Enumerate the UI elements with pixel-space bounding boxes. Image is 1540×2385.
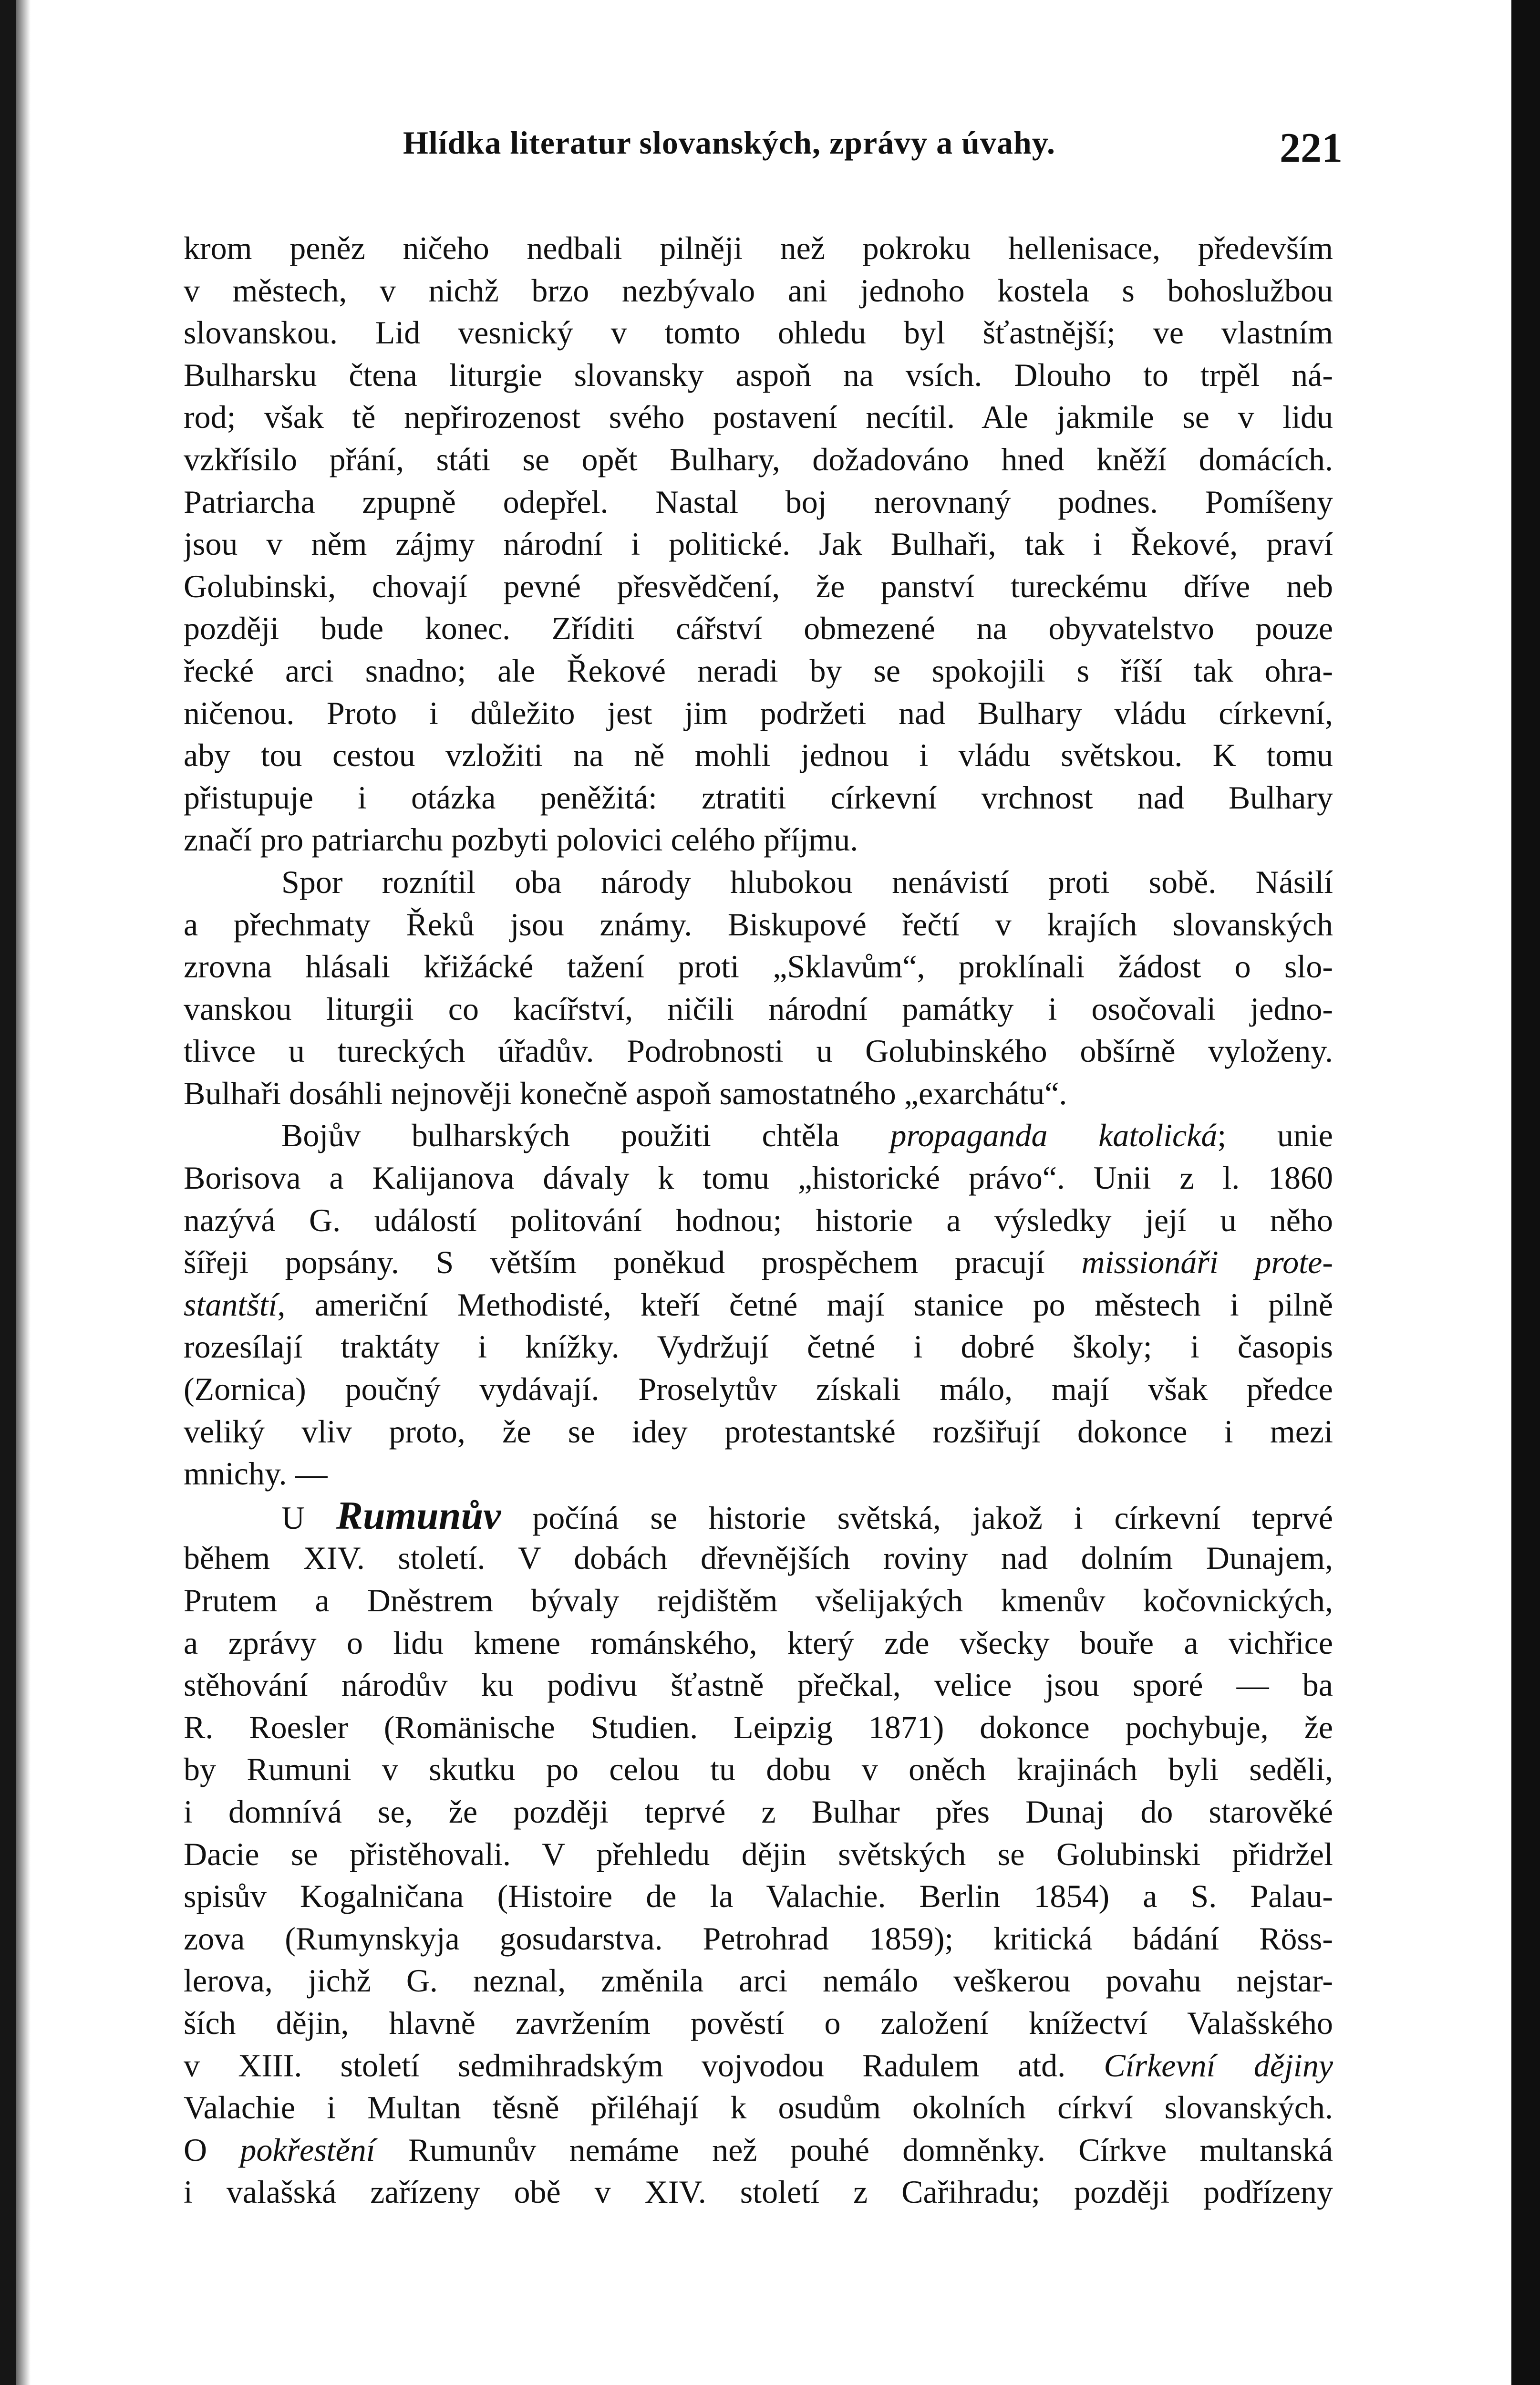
text-fragment: O — [184, 2131, 240, 2168]
text-line: nazývá G. událostí politování hodnou; historie a výsledky její u něho — [184, 1202, 1333, 1238]
text-line: ničenou. Proto i důležito jest jim podržeti nad Bulhary vládu církevní, — [184, 695, 1333, 731]
text-line: Dacie se přistěhovali. V přehledu dějin světských se Golubinski přidržel — [184, 1835, 1333, 1872]
scan-edge-right — [1511, 0, 1540, 2385]
text-line: během XIV. století. V dobách dřevnějších roviny nad dolním Dunajem, — [184, 1540, 1333, 1576]
text-line-with-italic — [184, 1495, 1333, 1537]
text-line-with-italic — [184, 1284, 1333, 1326]
text-line: Prutem a Dněstrem bývaly rejdištěm všelijakých kmenův kočovnických, — [184, 1582, 1333, 1618]
text-line: tlivce u tureckých úřadův. Podrobnosti u Golubinského obšírně vyloženy. — [184, 1033, 1333, 1069]
text-line: Borisova a Kalijanova dávaly k tomu „historické právo“. Unii z l. 1860 — [184, 1160, 1333, 1196]
text-fragment: v XIII. století sedmihradským vojvodou Radulem atd. — [184, 2047, 1104, 2084]
text-line: krom peněz ničeho nedbali pilněji než pokroku hellenisace, především — [184, 230, 1333, 266]
text-fragment: počíná se historie světská, jakož i církevní teprvé — [501, 1499, 1333, 1536]
text-line: mnichy. — — [184, 1455, 328, 1492]
text-line: značí pro patriarchu pozbyti polovici celého příjmu. — [184, 821, 858, 858]
italic-phrase: stantští — [184, 1286, 278, 1323]
text-line: vzkřísilo přání, státi se opět Bulhary, dožadováno hned kněží domácích. — [184, 441, 1333, 477]
running-title: Hlídka literatur slovanských, zprávy a úvahy. — [403, 124, 1056, 161]
text-line: Spor roznítil oba národy hlubokou nenávistí proti sobě. Násilí — [281, 863, 1333, 900]
body-text — [184, 227, 1333, 2213]
text-line-with-italic — [184, 2129, 1333, 2171]
text-line: přistupuje i otázka peněžitá: ztratiti církevní vrchnost nad Bulhary — [184, 779, 1333, 816]
text-fragment: Rumunův nemáme než pouhé domněnky. Církve multanská — [375, 2131, 1333, 2168]
text-fragment: U — [281, 1499, 336, 1536]
text-line: aby tou cestou vzložiti na ně mohli jednou i vládu světskou. K tomu — [184, 737, 1333, 774]
text-line: Bulharsku čtena liturgie slovansky aspoň na vsích. Dlouho to trpěl ná- — [184, 356, 1333, 393]
text-line: v městech, v nichž brzo nezbývalo ani jednoho kostela s bohoslužbou — [184, 272, 1333, 309]
text-line-with-italic — [184, 1241, 1333, 1284]
scan-edge-left — [0, 0, 16, 2385]
italic-phrase: pokřestění — [240, 2131, 375, 2168]
text-line: ších dějin, hlavně zavržením pověstí o založení knížectví Valašského — [184, 2004, 1333, 2041]
text-line: (Zornica) poučný vydávají. Proselytův získali málo, mají však předce — [184, 1371, 1333, 1408]
text-line: Golubinski, chovají pevné přesvědčení, že panství tureckému dříve neb — [184, 568, 1333, 604]
text-line: Patriarcha zpupně odepřel. Nastal boj nerovnaný podnes. Pomíšeny — [184, 483, 1333, 520]
text-line: by Rumuni v skutku po celou tu dobu v oněch krajinách byli seděli, — [184, 1751, 1333, 1788]
text-line: zova (Rumynskyja gosudarstva. Petrohrad 1859); kritická bádání Röss- — [184, 1920, 1333, 1957]
text-line: později bude konec. Zříditi cářství obmezené na obyvatelstvo pouze — [184, 610, 1333, 647]
page-number: 221 — [1280, 125, 1343, 171]
text-line: stěhování národův ku podivu šťastně přečkal, velice jsou sporé — ba — [184, 1667, 1333, 1703]
text-line: R. Roesler (Romänische Studien. Leipzig 1871) dokonce pochybuje, že — [184, 1709, 1333, 1745]
text-fragment: šířeji popsány. S větším poněkud prospěchem pracují — [184, 1244, 1082, 1281]
text-line: vanskou liturgii co kacířství, ničili národní památky i osočovali jedno- — [184, 990, 1333, 1027]
text-line: veliký vliv proto, že se idey protestantské rozšiřují dokonce i mezi — [184, 1413, 1333, 1450]
text-line: rozesílají traktáty i knížky. Vydržují četné i dobré školy; i časopis — [184, 1328, 1333, 1365]
text-line: zrovna hlásali křižácké tažení proti „Sklavům“, proklínali žádost o slo- — [184, 948, 1333, 985]
text-line: a přechmaty Řeků jsou známy. Biskupové řečtí v krajích slovanských — [184, 906, 1333, 943]
emphasized-name: Rumunův — [336, 1494, 501, 1537]
italic-phrase: missionáři prote- — [1081, 1244, 1333, 1281]
text-line: řecké arci snadno; ale Řekové neradi by se spokojili s říší tak ohra- — [184, 652, 1333, 689]
text-line: i valašská zařízeny obě v XIV. století z Cařihradu; později podřízeny — [184, 2174, 1333, 2210]
text-line: a zprávy o lidu kmene románského, který zde všecky bouře a vichřice — [184, 1624, 1333, 1661]
text-line: jsou v něm zájmy národní i politické. Jak Bulhaři, tak i Řekové, praví — [184, 526, 1333, 562]
text-line: slovanskou. Lid vesnický v tomto ohledu byl šťastnější; ve vlastním — [184, 314, 1333, 351]
text-line: Bulhaři dosáhli nejnověji konečně aspoň samostatného „exarchátu“. — [184, 1075, 1067, 1111]
text-line: spisův Kogalničana (Histoire de la Valachie. Berlin 1854) a S. Palau- — [184, 1878, 1333, 1915]
scan-edge-shadow — [16, 0, 31, 2385]
text-fragment: ; unie — [1217, 1117, 1333, 1154]
text-line-with-italic — [184, 2044, 1333, 2087]
text-line: i domnívá se, že později teprvé z Bulhar přes Dunaj do starověké — [184, 1793, 1333, 1830]
italic-phrase: propaganda katolická — [890, 1117, 1218, 1154]
italic-phrase: Církevní dějiny — [1104, 2047, 1333, 2084]
text-line: Valachie i Multan těsně přiléhají k osudům okolních církví slovanských. — [184, 2089, 1333, 2126]
text-line: rod; však tě nepřirozenost svého postavení necítil. Ale jakmile se v lidu — [184, 399, 1333, 436]
text-line: lerova, jichž G. neznal, změnila arci nemálo veškerou povahu nejstar- — [184, 1962, 1333, 1999]
text-line-with-italic — [184, 1114, 1333, 1157]
text-fragment: , američní Methodisté, kteří četné mají stanice po městech i pilně — [277, 1286, 1333, 1323]
page-header — [184, 114, 1343, 172]
text-fragment: Bojův bulharských použiti chtěla — [281, 1117, 890, 1154]
